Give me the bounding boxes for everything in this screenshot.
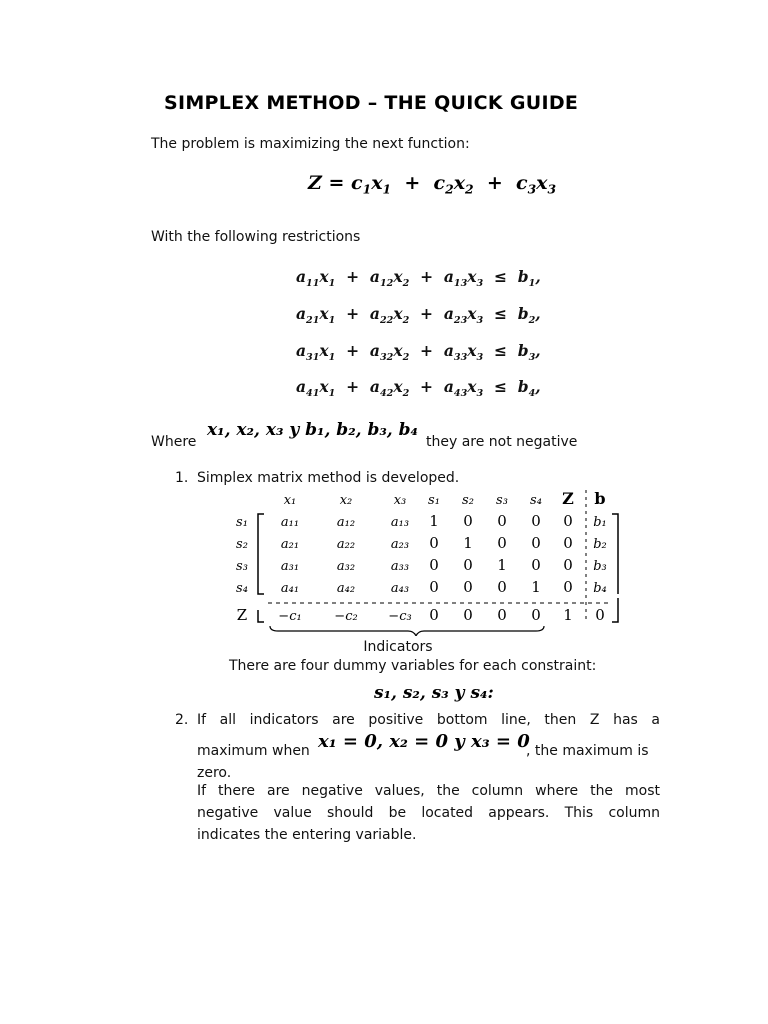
- dummy-variables-math: s₁, s₂, s₃ y s₄:: [374, 683, 494, 703]
- matrix-cell: b₂: [593, 537, 607, 552]
- matrix-row-header: s₂: [236, 537, 248, 552]
- matrix-right-bracket: [612, 514, 618, 594]
- matrix-cell: 0: [429, 578, 439, 596]
- list-number-1: 1.: [175, 470, 189, 486]
- matrix-cell: a₂₁: [280, 537, 300, 552]
- matrix-cell: 0: [563, 556, 573, 574]
- list-item-2-line-1: If all indicators are positive bottom line, then Z has a: [197, 712, 660, 728]
- list-item-2-para-line-3: indicates the entering variable.: [197, 827, 417, 843]
- matrix-cell: 1: [429, 512, 439, 530]
- matrix-col-header: Z: [562, 489, 574, 508]
- matrix-col-header: s₃: [496, 493, 508, 508]
- matrix-cell: a₁₁: [280, 515, 300, 530]
- matrix-cell: a₂₃: [390, 537, 410, 552]
- matrix-column-headers: [284, 489, 606, 508]
- matrix-row-headers: [236, 515, 248, 624]
- objective-function: $Z = c_1x_1 + c_2x_2 + c_3x_3$: [308, 172, 557, 197]
- matrix-cell: 0: [497, 578, 507, 596]
- matrix-cell: 0: [595, 606, 605, 624]
- matrix-cell: 0: [429, 534, 439, 552]
- matrix-right-bracket-lower: [612, 598, 618, 622]
- matrix-col-header: x₁: [283, 493, 297, 508]
- restriction-1: $a_{11}x_1 + a_{12}x_2 + a_{13}x_3 \le b_1$,: [296, 267, 541, 290]
- matrix-cell: 0: [463, 606, 473, 624]
- matrix-cell: 1: [497, 556, 507, 574]
- matrix-cell: 0: [531, 512, 541, 530]
- matrix-cell: b₁: [593, 515, 607, 530]
- matrix-row-header: Z: [236, 606, 248, 624]
- matrix-cell: 0: [463, 578, 473, 596]
- list-item-2-para-line-1: If there are negative values, the column where the most: [197, 783, 660, 799]
- restriction-2: $a_{21}x_1 + a_{22}x_2 + a_{23}x_3 \le b_2$,: [296, 304, 541, 327]
- matrix-cell: a₁₃: [390, 515, 410, 530]
- maximum-condition-math: x₁ = 0, x₂ = 0 y x₃ = 0: [318, 731, 530, 752]
- list-item-2-line-3: zero.: [197, 765, 232, 781]
- list-item-1-text: Simplex matrix method is developed.: [197, 470, 460, 486]
- list-item-2-line-2-pre: maximum when: [197, 743, 310, 759]
- indicators-label: Indicators: [363, 639, 433, 655]
- matrix-cell: a₂₂: [336, 537, 356, 552]
- matrix-cell: 0: [497, 534, 507, 552]
- matrix-row-header: s₃: [236, 559, 248, 574]
- matrix-cell: b₃: [593, 559, 607, 574]
- list-item-2-line-2-post: , the maximum is: [526, 743, 649, 759]
- list-item-2-para-line-2: negative value should be located appears. This column: [197, 805, 660, 821]
- matrix-cell: 1: [463, 534, 473, 552]
- matrix-cell: 0: [497, 512, 507, 530]
- where-variables: x₁, x₂, x₃ y b₁, b₂, b₃, b₄: [207, 420, 418, 440]
- matrix-cell: a₄₂: [336, 581, 356, 596]
- matrix-row-header: s₁: [236, 515, 248, 530]
- matrix-cells: [278, 512, 606, 624]
- page-title: SIMPLEX METHOD – THE QUICK GUIDE: [164, 92, 579, 114]
- matrix-cell: 0: [563, 512, 573, 530]
- where-suffix: they are not negative: [426, 434, 578, 450]
- matrix-cell: 0: [563, 534, 573, 552]
- matrix-cell: 0: [531, 556, 541, 574]
- matrix-cell: 0: [497, 606, 507, 624]
- matrix-cell: a₃₁: [280, 559, 300, 574]
- indicators-underbrace: [270, 626, 544, 636]
- matrix-cell: −c₁: [278, 609, 302, 624]
- restriction-3: $a_{31}x_1 + a_{32}x_2 + a_{33}x_3 \le b_3$,: [296, 341, 541, 364]
- matrix-cell: 1: [531, 578, 541, 596]
- matrix-cell: 0: [531, 606, 541, 624]
- matrix-cell: −c₂: [334, 609, 358, 624]
- dummy-variables-text: There are four dummy variables for each constraint:: [229, 658, 597, 674]
- matrix-row-header: s₄: [236, 581, 248, 596]
- matrix-cell: a₁₂: [336, 515, 356, 530]
- matrix-cell: a₃₃: [390, 559, 410, 574]
- matrix-col-header: x₂: [339, 493, 353, 508]
- matrix-col-header: s₂: [462, 493, 474, 508]
- matrix-cell: 0: [463, 512, 473, 530]
- matrix-cell: a₃₂: [336, 559, 356, 574]
- matrix-cell: 0: [531, 534, 541, 552]
- matrix-cell: b₄: [593, 581, 607, 596]
- matrix-cell: 0: [463, 556, 473, 574]
- matrix-col-header: s₁: [428, 493, 440, 508]
- restriction-4: $a_{41}x_1 + a_{42}x_2 + a_{43}x_3 \le b_4$,: [296, 377, 541, 400]
- matrix-cell: 0: [563, 578, 573, 596]
- matrix-cell: 1: [563, 606, 573, 624]
- matrix-col-header: b: [594, 489, 606, 508]
- restrictions-label: With the following restrictions: [151, 229, 361, 245]
- simplex-matrix: [228, 486, 638, 636]
- matrix-left-bracket-lower: [258, 610, 264, 622]
- matrix-left-bracket: [258, 514, 264, 594]
- matrix-cell: −c₃: [388, 609, 412, 624]
- matrix-col-header: s₄: [530, 493, 542, 508]
- matrix-cell: 0: [429, 606, 439, 624]
- matrix-col-header: x₃: [393, 493, 407, 508]
- intro-text: The problem is maximizing the next function:: [151, 136, 470, 152]
- where-label: Where: [151, 434, 197, 450]
- list-number-2: 2.: [175, 712, 189, 728]
- matrix-cell: a₄₁: [280, 581, 300, 596]
- matrix-cell: a₄₃: [390, 581, 410, 596]
- matrix-cell: 0: [429, 556, 439, 574]
